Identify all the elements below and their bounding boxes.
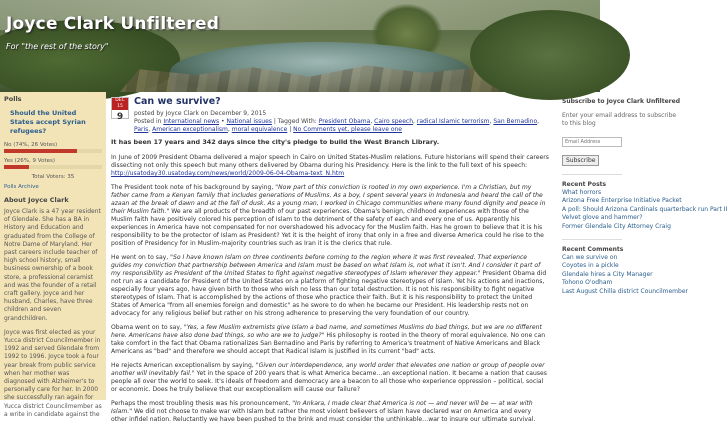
paragraph-text: We did not choose to make war with Islam but rather the most violent believers of Islam have declared war on America and every other infidel nation. Reluctantly we have been pushed to the brink and must consider the unthinkable…war to insure our ultimate survival. <box>111 408 536 423</box>
bio-paragraph: Joyce Clark is a 47 year resident of Glendale. She has a BA in History and Education and graduated from the College of Notre Dame of Maryland. Her past careers include teacher of high school history, small business ownership of a book store, a professional ceramist and was the founder of a retail craft gallery. Joyce and her husband, Charles, have three children and seven grandchildren. <box>4 208 101 322</box>
tag-link[interactable]: Cairo speech <box>374 118 414 125</box>
post-date-badge <box>111 97 129 122</box>
poll-fill-yes <box>4 165 29 169</box>
recent-post-link[interactable]: Former Glendale City Attorney Craig <box>562 222 671 230</box>
recent-comments-heading: Recent Comments <box>562 246 624 254</box>
about-heading: About Joyce Clark <box>4 196 69 204</box>
recent-comment-link[interactable]: Glendale hires a City Manager <box>562 270 653 278</box>
paragraph-quote: "So I have known Islam on three continents before coming to the region where it was first revealed. That experience guides my conviction that partnership between America and Islam must be based on what Islam is, not what it isn't. And I consider it part of my responsibility as President of the United States to fight against negative stereotypes of Islam wherever they appear." <box>111 254 541 277</box>
post-byline: posted by Joyce Clark on December 9, 2015 <box>134 110 267 117</box>
recent-post-link[interactable]: Velvet glove and hammer? <box>562 214 643 222</box>
subscribe-text: Enter your email address to subscribe <box>562 112 677 119</box>
post-paragraph <box>111 362 549 394</box>
post-paragraph <box>111 184 549 248</box>
tag-link[interactable]: Paris <box>134 126 149 133</box>
tag-link[interactable]: American exceptionalism <box>152 126 228 133</box>
site-tagline: For "the rest of the story" <box>6 42 109 51</box>
poll-option-yes: Yes (26%, 9 Votes) <box>4 158 55 164</box>
post-body <box>111 138 549 430</box>
post-date-month: DEC 15 <box>112 98 128 110</box>
tag-link[interactable]: President Obama <box>318 118 371 125</box>
post-paragraph <box>111 254 549 318</box>
recent-post-link[interactable]: A poll: Should Arizona Cardinals quarterback run Part II <box>562 205 727 213</box>
poll-bar-no <box>4 149 102 153</box>
recent-comment-link[interactable]: Coyotes in a pickle <box>562 262 619 270</box>
recent-posts-heading: Recent Posts <box>562 181 607 188</box>
header-bush-right <box>470 10 630 100</box>
speech-link[interactable]: http://usatoday30.usatoday.com/news/world/2009-06-04-Obama-text_N.htm <box>111 170 345 177</box>
poll-question: Should the United States accept Syrian refugees? <box>10 109 86 135</box>
post-paragraph <box>111 154 549 178</box>
post-meta <box>134 110 546 134</box>
polls-heading: Polls <box>4 95 22 103</box>
bio <box>0 206 106 427</box>
category-link[interactable]: International news <box>163 118 220 125</box>
recent-post-link[interactable]: Arizona Free Enterprise Initiative Packet <box>562 197 682 205</box>
paragraph-text: His philosophy is rooted in the theory of moral equivalence. No one can take comfort in the fact that Obama rationalizes San Bernadino and Paris by referring to America's treatment of Native Americans and Black Americans as "bad" and therefore we should accept that Radical Islam is justified in its current "bad" acts. <box>111 332 546 355</box>
sidebar-divider <box>562 239 622 240</box>
poll-total-voters: Total Voters: 35 <box>31 174 75 180</box>
post-paragraph <box>111 324 549 356</box>
paragraph-quote: "In Ankara, I made clear that America is not — and never will be — at war with Islam." <box>111 400 533 415</box>
poll-option-no: No (74%, 26 Votes) <box>4 142 58 148</box>
post-title[interactable]: Can we survive? <box>134 96 221 107</box>
left-sidebar <box>0 92 106 418</box>
poll-bar-yes <box>4 165 102 169</box>
tagged-with-label: Tagged With: <box>277 118 317 125</box>
sidebar-divider <box>562 174 622 175</box>
tag-link[interactable]: radical Islamic terrorism <box>416 118 490 125</box>
subscribe-heading: Subscribe to Joyce Clark Unfiltered <box>562 98 680 105</box>
site-header <box>0 0 600 92</box>
main-content <box>106 92 556 423</box>
comments-link[interactable]: No Comments yet, please leave one <box>293 126 402 133</box>
paragraph-quote: "Now part of this conviction is rooted in my own experience. I'm a Christian, but my father came from a Kenyan family that includes generations of Muslims. As a boy, I spent several years in Indonesia and heard the call of the azaan at the break of dawn and at the fall of dusk. As a young man, I worked in Chicago communities where many found dignity and peace in their Muslim faith." <box>111 184 546 215</box>
tag-link[interactable]: moral equivalence <box>231 126 288 133</box>
paragraph-quote: "Yes, a few Muslim extremists give Islam a bad name, and sometimes Muslims do bad things, but we are no different here. Americans have also done bad things, so who are we to judge?" <box>111 324 542 339</box>
post-categories-tags: Posted in International news • National issues | Tagged With: President Obama, Cairo speech, radical Islamic terrorism, San Bernadino, Paris, American exceptionalism, moral equivalence | No Comments yet, please leave one <box>134 118 540 133</box>
recent-comment-link[interactable]: Last August Chilla district Councilmember <box>562 287 688 295</box>
post-date-day: 9 <box>116 112 124 122</box>
tag-link[interactable]: San Bernadino <box>493 118 538 125</box>
paragraph-quote: "Given our interdependence, any world order that elevates one nation or group of people over another will inevitably fail." <box>111 362 545 377</box>
paragraph-intro: The President took note of his background by saying, <box>111 184 274 191</box>
paragraph-text: We are all products of the breadth of our past experiences. Obama's benign, childhood experiences with those of the Muslim faith have positively colored his perception of Islam to the detriment of the safety of each and every one of us. Apparently his experiences in America have not compensated for nor overshadowed his advocacy for the Muslim faith. Has he grown to believe that it is his responsibility to be the protector of Islam as President? Yet it is the height of irony that only in a free and diverse America could he rise to the position of Presidency for in Muslim-majority countries such as Iran it is the clerics that rule. <box>111 208 544 247</box>
right-sidebar <box>558 92 727 400</box>
recent-comment-link[interactable]: Can we survive on <box>562 254 618 262</box>
post-lead: It has been 17 years and 342 days since the city's pledge to build the West Branch Library. <box>111 138 440 146</box>
site-title[interactable]: Joyce Clark Unfiltered <box>6 14 220 34</box>
polls-archive-link[interactable]: Polls Archive <box>4 184 39 190</box>
posted-in-label: Posted in <box>134 118 162 125</box>
paragraph-text: In June of 2009 President Obama delivered a major speech in Cairo on United States-Muslim relations. Future historians will spend their careers dissecting not only this speech but many others delivered by Obama during his Presidency. Here is the link to the full text of his speech: <box>111 154 549 169</box>
paragraph-intro: He rejects American exceptionalism by saying, <box>111 362 254 369</box>
recent-comment-link[interactable]: Tohono O'odham <box>562 279 613 287</box>
email-input[interactable] <box>562 137 622 147</box>
subscribe-text-2: to this blog <box>562 120 596 127</box>
paragraph-intro: Obama went on to say, <box>111 324 182 331</box>
post-paragraph <box>111 400 549 424</box>
poll-fill-no <box>4 149 77 153</box>
recent-post-link[interactable]: What horrors <box>562 189 602 196</box>
paragraph-text: President Obama did not run as a candidate for President of the United States on a platform of fighting negative stereotypes of Islam. Yet his actions and inactions, especially four years ago, have given birth to those who wish no less than our total destruction. It is not his responsibility to fight negative stereotypes of Islam. That is accomplished by the actions of those who practice their faith. But it is his responsibility to protect the United States of America "from all enemies foreign and domestic" as he swore to do when he became our President. His leadership rests not on advocacy for any religious belief but rather on his strong adherence to preserving the very foundation of our country. <box>111 270 547 317</box>
bio-paragraph: Joyce was first elected as your Yucca district Councilmember in 1992 and served Glendale from 1992 to 1996. Joyce took a four year break from public service when her mother was diagnosed with Alzheimer's to personally care for her. In 2000 she successfully ran again for Yucca district Councilmember as a write in candidate against the <box>4 328 102 418</box>
paragraph-text: Yet in the space of 200 years that is what America became…an exceptional nation. It became a nation that causes people all over the world to seek. It's ideals of freedom and democracy are a beacon to all those who experience oppression – political, social or economic. Does he truly believe that our exceptionalism will cause our failure? <box>111 370 547 393</box>
paragraph-intro: He went on to say, <box>111 254 169 261</box>
paragraph-intro: Perhaps the most troubling thesis was his pronouncement, <box>111 400 291 407</box>
subscribe-button[interactable]: Subscribe <box>562 155 599 166</box>
category-link[interactable]: National issues <box>226 118 272 125</box>
